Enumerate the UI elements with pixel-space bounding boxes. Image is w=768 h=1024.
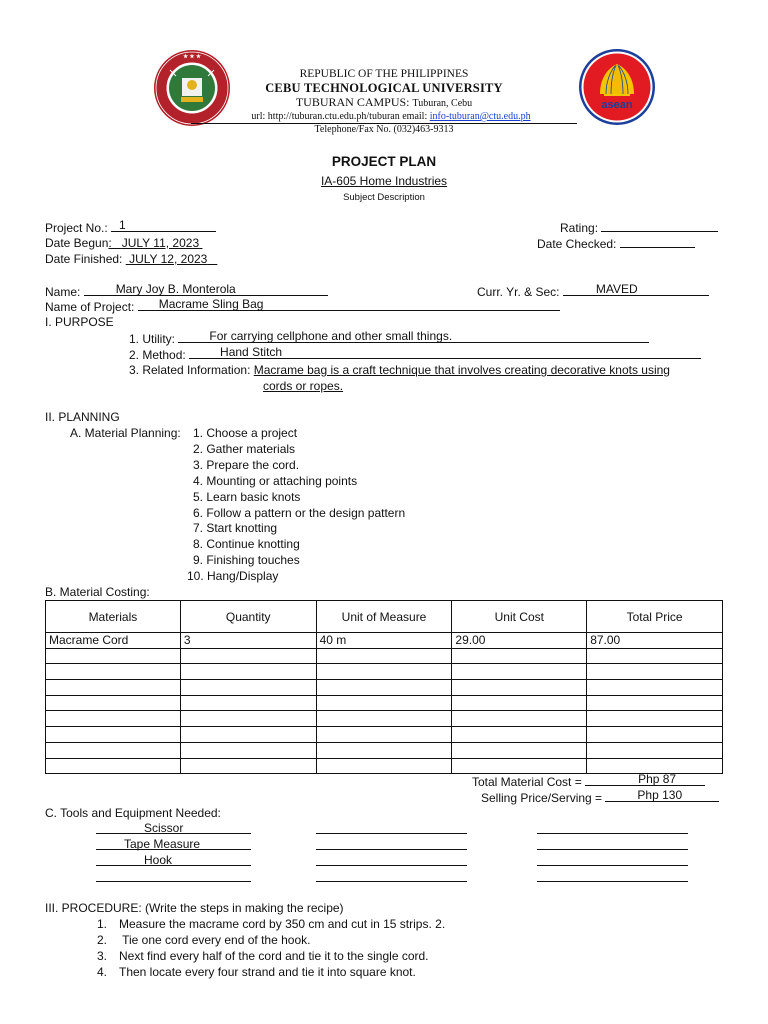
table-cell[interactable] <box>316 742 452 758</box>
tools-heading: C. Tools and Equipment Needed: <box>45 806 221 820</box>
tool-blank[interactable] <box>316 822 467 834</box>
campus-line <box>0 95 768 111</box>
date-finished-value: JULY 12, 2023 <box>129 252 208 266</box>
project-no-value: 1 <box>119 218 126 232</box>
tool-item: Scissor <box>144 821 184 835</box>
total-cost-label: Total Material Cost = <box>472 775 582 789</box>
table-cell[interactable] <box>316 695 452 711</box>
related-info-line-1: Macrame bag is a craft technique that involves creating decorative knots using <box>253 363 670 377</box>
tool-field[interactable] <box>96 838 251 854</box>
column-header: Materials <box>46 601 181 633</box>
planning-heading: II. PLANNING <box>45 410 120 424</box>
table-cell[interactable] <box>452 680 587 696</box>
curr-value: MAVED <box>595 282 638 296</box>
table-cell[interactable] <box>452 664 587 680</box>
procedure-step-number: 3. <box>97 949 108 963</box>
date-checked-label: Date Checked: <box>537 237 617 251</box>
table-row <box>46 648 723 664</box>
table-cell[interactable] <box>46 695 181 711</box>
related-info-label: 3. Related Information: <box>129 363 251 377</box>
table-cell[interactable] <box>316 711 452 727</box>
table-cell[interactable] <box>587 680 723 696</box>
tool-blank[interactable] <box>537 870 688 882</box>
procedure-step-text: Then locate every four strand and tie it into square knot. <box>119 965 416 979</box>
tool-field[interactable] <box>537 870 688 886</box>
date-begun-label: Date Begun <box>45 236 109 250</box>
table-row <box>46 742 723 758</box>
project-no-row <box>45 220 216 236</box>
table-cell[interactable] <box>180 664 316 680</box>
tool-field[interactable] <box>537 838 688 854</box>
column-header: Unit Cost <box>452 601 587 633</box>
table-cell[interactable] <box>46 727 181 743</box>
selling-price-label: Selling Price/Serving = <box>481 791 603 805</box>
rating-row <box>560 220 718 236</box>
table-cell[interactable] <box>180 742 316 758</box>
table-row <box>46 633 723 649</box>
tool-blank[interactable] <box>537 838 688 850</box>
planning-step: 3. Prepare the cord. <box>193 457 300 472</box>
tool-blank[interactable] <box>316 854 467 866</box>
procedure-step-text: Next find every half of the cord and tie it to the single cord. <box>119 949 429 963</box>
table-cell[interactable] <box>46 758 181 774</box>
table-cell[interactable] <box>587 742 723 758</box>
university-name: CEBU TECHNOLOGICAL UNIVERSITY <box>265 81 503 95</box>
campus-name: TUBURAN CAMPUS: <box>295 95 410 109</box>
project-name-field[interactable] <box>138 299 560 311</box>
republic-line: REPUBLIC OF THE PHILIPPINES <box>299 68 469 80</box>
tool-blank[interactable] <box>537 822 688 834</box>
planning-step: 4. Mounting or attaching points <box>193 473 358 488</box>
table-row <box>46 695 723 711</box>
project-no-field[interactable] <box>111 220 216 232</box>
tool-field[interactable] <box>96 854 251 870</box>
tool-blank[interactable] <box>537 854 688 866</box>
total-cost-value: Php 87 <box>638 772 677 786</box>
table-cell[interactable] <box>587 727 723 743</box>
utility-value: For carrying cellphone and other small things. <box>209 329 453 343</box>
date-begun-row: Date Begun: JULY 11, 2023 <box>45 236 200 250</box>
planning-step: 1. Choose a project <box>193 426 298 440</box>
method-field[interactable] <box>189 347 701 359</box>
project-name-value: Macrame Sling Bag <box>158 297 264 311</box>
table-cell[interactable]: Macrame Cord <box>46 633 181 649</box>
table-cell[interactable]: 87.00 <box>587 633 723 649</box>
tool-item: Hook <box>144 853 173 867</box>
table-cell[interactable]: 40 m <box>316 633 452 649</box>
table-cell[interactable] <box>316 648 452 664</box>
name-label: Name: <box>45 285 81 299</box>
tool-field[interactable] <box>96 870 251 886</box>
material-planning-label: A. Material Planning: <box>70 426 181 440</box>
material-planning-steps <box>187 426 406 585</box>
planning-step: 9. Finishing touches <box>193 553 300 568</box>
table-cell[interactable] <box>180 695 316 711</box>
rating-label: Rating: <box>560 221 599 235</box>
curr-field[interactable] <box>563 284 709 296</box>
total-cost-field[interactable] <box>585 774 705 786</box>
tool-blank[interactable] <box>96 838 251 850</box>
tool-field[interactable] <box>316 854 467 870</box>
course-title: IA-605 Home Industries <box>320 174 448 188</box>
tool-blank[interactable] <box>316 870 467 882</box>
telephone-line: Telephone/Fax No. (032)463-9313 <box>191 123 577 136</box>
table-cell[interactable] <box>46 711 181 727</box>
table-cell[interactable] <box>452 695 587 711</box>
project-name-row <box>45 299 560 315</box>
campus-url: url: http://tuburan.ctu.edu.ph/tuburan email: <box>251 111 430 122</box>
selling-price-row <box>481 790 719 806</box>
planning-step: 7. Start knotting <box>193 521 278 536</box>
table-row <box>46 664 723 680</box>
tool-field[interactable] <box>537 822 688 838</box>
material-costing-table <box>45 600 723 774</box>
table-cell[interactable] <box>316 664 452 680</box>
table-row <box>46 758 723 774</box>
procedure-step-number: 4. <box>97 965 108 979</box>
tool-field[interactable] <box>316 822 467 838</box>
campus-location: Tuburan, Cebu <box>412 98 473 109</box>
method-value: Hand Stitch <box>220 345 283 359</box>
title-block <box>0 153 768 205</box>
date-checked-field[interactable] <box>620 236 695 248</box>
table-row <box>46 680 723 696</box>
table-cell[interactable] <box>180 711 316 727</box>
procedure-step <box>97 949 429 964</box>
table-cell[interactable] <box>452 711 587 727</box>
column-header: Quantity <box>180 601 316 633</box>
related-info-row <box>129 363 670 378</box>
material-costing-heading: B. Material Costing: <box>45 585 150 599</box>
table-cell[interactable] <box>46 648 181 664</box>
method-row <box>129 347 701 363</box>
procedure-step <box>97 965 416 980</box>
table-header-row <box>46 601 723 633</box>
table-cell[interactable] <box>180 727 316 743</box>
date-checked-row <box>537 236 695 252</box>
column-header: Unit of Measure <box>316 601 452 633</box>
date-finished-label: Date Finished: <box>45 252 123 266</box>
method-label: 2. Method: <box>129 348 186 362</box>
name-value: Mary Joy B. Monterola <box>115 282 236 296</box>
table-cell[interactable] <box>452 742 587 758</box>
procedure-step <box>97 933 310 948</box>
tool-field[interactable] <box>316 870 467 886</box>
project-name-label: Name of Project: <box>45 300 135 314</box>
table-cell[interactable] <box>46 664 181 680</box>
table-cell[interactable] <box>316 680 452 696</box>
asean-logo-text: asean <box>601 99 633 111</box>
project-no-label: Project No.: <box>45 221 108 235</box>
table-cell[interactable] <box>316 758 452 774</box>
table-cell[interactable] <box>180 648 316 664</box>
utility-field[interactable] <box>178 331 649 343</box>
table-cell[interactable] <box>46 680 181 696</box>
seal-top-text: ★ ★ ★ <box>183 54 201 60</box>
curr-row <box>477 284 709 300</box>
selling-price-field[interactable] <box>605 790 719 802</box>
letterhead <box>0 48 768 138</box>
table-cell[interactable] <box>316 727 452 743</box>
table-cell[interactable] <box>452 727 587 743</box>
curr-label: Curr. Yr. & Sec: <box>477 285 560 299</box>
name-field[interactable] <box>84 284 328 296</box>
planning-step: 2. Gather materials <box>193 441 296 456</box>
procedure-step <box>97 917 445 932</box>
selling-price-value: Php 130 <box>637 788 683 802</box>
contact-line <box>0 111 768 123</box>
procedure-step-number: 2. <box>97 933 108 947</box>
table-row <box>46 727 723 743</box>
tool-item: Tape Measure <box>124 837 201 851</box>
tool-field[interactable] <box>537 854 688 870</box>
tool-blank[interactable] <box>96 870 251 882</box>
utility-label: 1. Utility: <box>129 332 176 346</box>
planning-step: 5. Learn basic knots <box>193 489 301 504</box>
procedure-step-number: 1. <box>97 917 108 931</box>
tool-field[interactable] <box>316 838 467 854</box>
table-row <box>46 711 723 727</box>
planning-step: 8. Continue knotting <box>193 537 300 552</box>
column-header: Total Price <box>587 601 723 633</box>
rating-field[interactable] <box>601 220 718 232</box>
tool-blank[interactable] <box>96 822 251 834</box>
table-cell[interactable] <box>587 664 723 680</box>
table-cell[interactable] <box>180 680 316 696</box>
table-cell[interactable] <box>587 648 723 664</box>
table-cell[interactable]: 29.00 <box>452 633 587 649</box>
tool-blank[interactable] <box>316 838 467 850</box>
procedure-step-text: Measure the macrame cord by 350 cm and cut in 15 strips. 2. <box>119 917 446 931</box>
page-title: PROJECT PLAN <box>331 154 437 169</box>
procedure-step-text: Tie one cord every end of the hook. <box>119 933 311 947</box>
table-cell[interactable] <box>452 758 587 774</box>
utility-row <box>129 331 649 347</box>
email-link[interactable]: info-tuburan@ctu.edu.ph <box>429 111 531 122</box>
table-cell[interactable]: 3 <box>180 633 316 649</box>
tool-blank[interactable] <box>96 854 251 866</box>
table-cell[interactable] <box>587 695 723 711</box>
planning-step: 10. Hang/Display <box>187 569 279 584</box>
table-cell[interactable] <box>180 758 316 774</box>
date-finished-row <box>45 252 217 267</box>
table-cell[interactable] <box>46 742 181 758</box>
purpose-heading: I. PURPOSE <box>45 315 114 329</box>
subject-description-label: Subject Description <box>343 192 425 203</box>
date-begun-value: JULY 11, 2023 <box>121 236 200 250</box>
letterhead-text <box>0 67 768 136</box>
table-cell[interactable] <box>452 648 587 664</box>
procedure-heading: III. PROCEDURE: (Write the steps in making the recipe) <box>45 901 344 915</box>
related-info-line-2: cords or ropes. <box>263 379 344 393</box>
table-cell[interactable] <box>587 711 723 727</box>
planning-step: 6. Follow a pattern or the design pattern <box>193 505 406 520</box>
